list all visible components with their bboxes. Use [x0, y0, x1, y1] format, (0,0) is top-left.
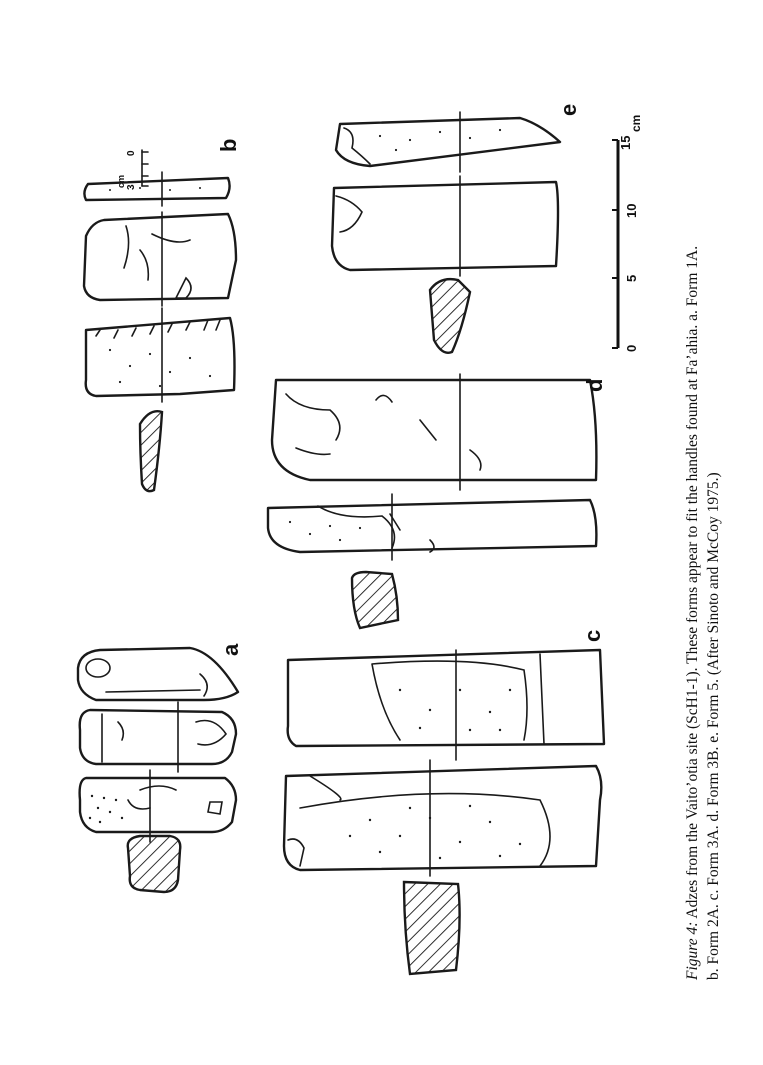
adze-b-view-1: [86, 318, 235, 396]
adze-a-cross-section: [128, 836, 181, 892]
adze-b-view-2: [84, 214, 236, 300]
caption-figure-label: Figure 4:: [684, 921, 701, 980]
label-e: e: [556, 103, 581, 116]
adze-e-view-2: [336, 118, 560, 166]
label-b: b: [216, 138, 241, 152]
scale-large-tick-0: 0: [624, 344, 639, 352]
label-a: a: [218, 643, 243, 656]
caption-line-2: b. Form 2A. c. Form 3A. d. Form 3B. e. Form 5. (After Sinoto and McCoy 1975.): [705, 472, 722, 980]
scale-large-tick-5: 5: [624, 274, 639, 282]
adze-a-view-3: [78, 648, 238, 700]
label-c: c: [580, 629, 605, 642]
adze-e-view-1: [332, 182, 558, 270]
label-d: d: [582, 378, 607, 392]
adze-e-group: [332, 104, 581, 353]
scale-small-unit: cm: [116, 174, 126, 188]
caption-line-1: Adzes from the Vaito’otia site (ScH1-1). These forms appear to fit the handles found at Fa’ahia. a. Form 1A.: [684, 245, 701, 922]
scale-bar-large: [612, 115, 643, 352]
adze-a-view-2: [80, 710, 236, 764]
scale-small-tick-3: 3: [126, 184, 137, 190]
adze-e-cross-section: [430, 279, 470, 353]
scale-large-tick-10: 10: [624, 203, 639, 218]
adze-d-view-2: [272, 380, 596, 480]
adze-c-cross-section: [404, 882, 460, 974]
adze-d-group: [268, 374, 607, 628]
adze-b-group: [84, 139, 241, 492]
svg-text:Figure 4: Adzes from the Vaito: [684, 246, 701, 981]
adze-d-view-1: [268, 500, 596, 552]
adze-a-group: [78, 643, 243, 892]
adze-c-view-1: [284, 766, 601, 870]
scale-large-tick-15: 15: [618, 135, 633, 150]
adze-b-cross-section: [140, 411, 162, 491]
scale-large-unit: cm: [629, 114, 643, 132]
figure-caption: [684, 246, 722, 981]
scale-small-tick-0: 0: [126, 150, 137, 156]
adze-c-view-2: [288, 650, 604, 746]
adze-c-group: [284, 630, 605, 974]
adze-b-view-3: [84, 178, 229, 200]
adze-d-cross-section: [352, 572, 398, 628]
